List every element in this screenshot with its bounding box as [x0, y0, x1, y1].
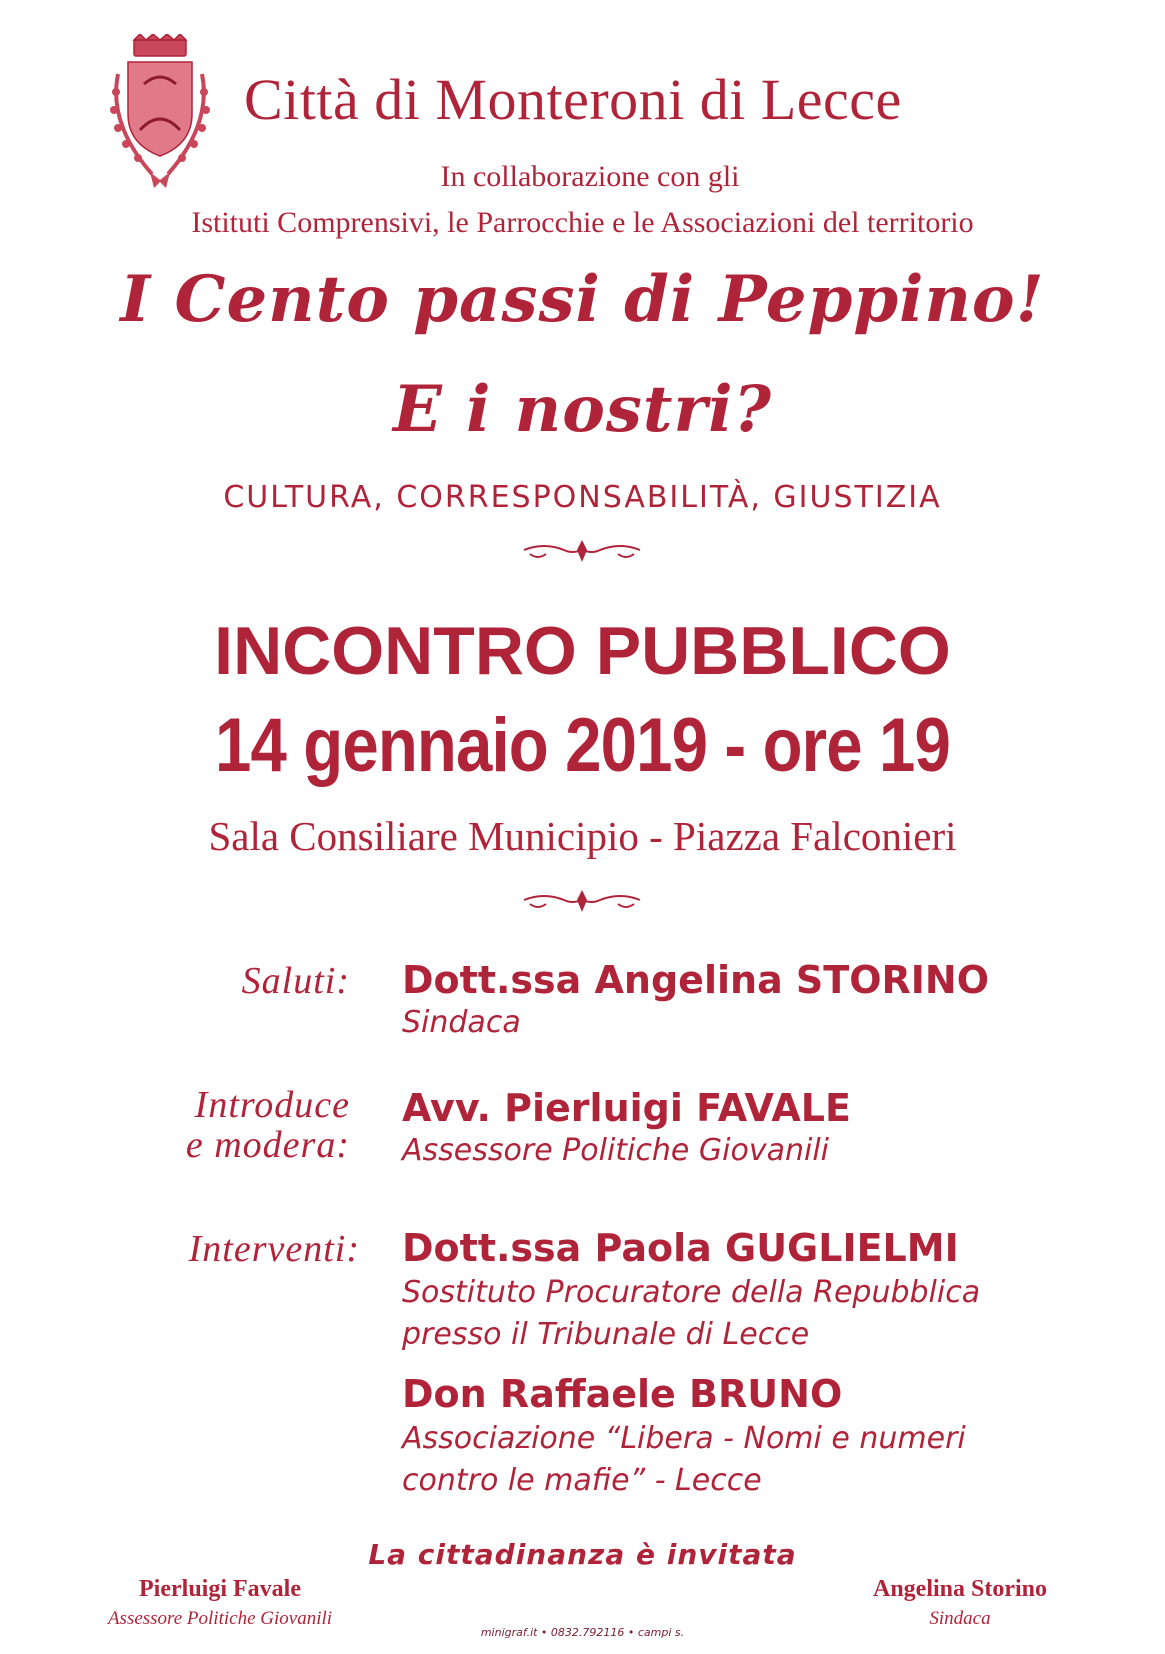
speaker2-role-line-2: contro le mafie” - Lecce	[402, 1463, 762, 1498]
saluti-label: Saluti:	[241, 960, 350, 1002]
flourish-divider-icon	[522, 536, 642, 566]
introduce-name: Avv. Pierluigi FAVALE	[402, 1086, 851, 1130]
collaboration-line-2: Istituti Comprensivi, le Parrocchie e le Associazioni del territorio	[191, 206, 974, 239]
introduce-label-line-1: Introduce	[194, 1084, 350, 1126]
city-crest-icon	[104, 34, 216, 194]
meeting-type: INCONTRO PUBBLICO	[214, 613, 951, 689]
left-signature-name: Pierluigi Favale	[139, 1576, 301, 1602]
invitation-text: La cittadinanza è invitata	[368, 1538, 797, 1571]
speaker1-role-line-2: presso il Tribunale di Lecce	[402, 1317, 810, 1352]
introduce-label-line-2: e modera:	[185, 1124, 350, 1166]
event-subtitle: CULTURA, CORRESPONSABILITÀ, GIUSTIZIA	[223, 480, 942, 515]
interventi-label: Interventi:	[188, 1228, 360, 1270]
right-signature-name: Angelina Storino	[872, 1576, 1048, 1602]
printer-credit: minigraf.it • 0832.792116 • campi s.	[480, 1626, 685, 1639]
right-signature-role: Sindaca	[929, 1608, 991, 1629]
event-title-line-1: I Cento passi di Peppino!	[120, 262, 1045, 337]
event-title-line-2: E i nostri?	[393, 372, 772, 447]
event-venue: Sala Consiliare Municipio - Piazza Falconieri	[208, 813, 957, 859]
speaker1-role-line-1: Sostituto Procuratore della Repubblica	[402, 1275, 981, 1310]
collaboration-line-1: In collaborazione con gli	[440, 160, 740, 193]
left-signature-role: Assessore Politiche Giovanili	[107, 1608, 333, 1629]
speaker2-name: Don Raffaele BRUNO	[402, 1372, 843, 1416]
city-title: Città di Monteroni di Lecce	[244, 67, 902, 132]
introduce-role: Assessore Politiche Giovanili	[402, 1133, 829, 1168]
saluti-name: Dott.ssa Angelina STORINO	[402, 958, 990, 1002]
saluti-role: Sindaca	[402, 1005, 521, 1040]
flourish-divider-icon	[522, 886, 642, 916]
speaker1-name: Dott.ssa Paola GUGLIELMI	[402, 1226, 959, 1270]
speaker2-role-line-1: Associazione “Libera - Nomi e numeri	[402, 1421, 966, 1456]
event-datetime: 14 gennaio 2019 - ore 19	[214, 703, 950, 788]
